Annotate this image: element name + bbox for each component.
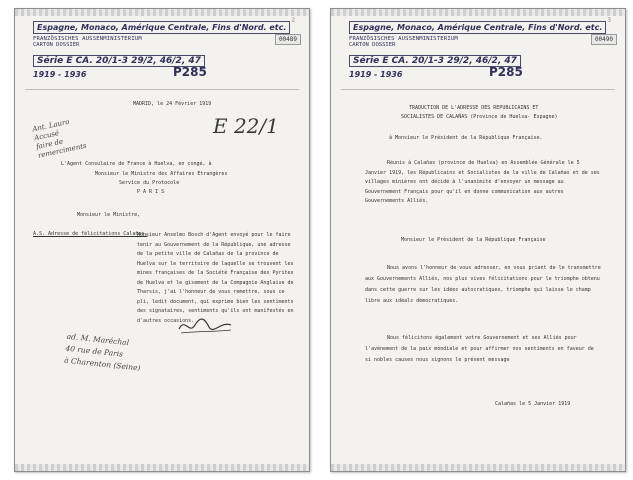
signature-graphic [175,315,235,337]
handwritten-reference-number: E 22/1 [213,114,279,138]
right-document-page [330,8,626,472]
translation-salutation: Monsieur le Président de la République Française [401,237,546,243]
translation-title-line-1: TRADUCTION DE L'ADRESSE DES REPUBLICAINS ET [409,105,539,111]
stamp-ministry: FRANZÖSISCHES AUSSENMINISTERIUM [349,36,458,42]
archive-stamp [349,15,603,85]
divider [25,89,299,90]
letter-salutation: Monsieur le Ministre, [77,212,141,218]
stamp-serie: Série E CA. 20/1-3 29/2, 46/2, 47 [33,55,205,67]
archive-stamp [33,15,287,85]
translation-paragraph-2: Nous avons l'honneur de vous adresser, en vous priant de le transmettre aux Gouvernements Alliés, nos plus vives félicitations pour le triomphe obtenu dans cette guerre sur les idées autocratiques, triomphe qui laisse le champ libre aux idéals démocratiques. [365,265,601,304]
letter-city: P A R I S [137,189,165,195]
folio-number: 00489 [275,34,301,45]
handwritten-address-note: ad. M. Maréchal 40 rue de Paris à Charenton (Seine) [63,331,141,373]
stamp-country: Espagne, Monaco, Amérique Centrale, Fins d'Nord. etc. [33,21,290,34]
translation-addressee: à Monsieur le Président de la République Française. [389,135,543,141]
stamp-ministry: FRANZÖSISCHES AUSSENMINISTERIUM [33,36,142,42]
stamp-carton: CARTON DOSSIER [33,42,80,48]
scan-edge-bottom [15,464,309,471]
stamp-years: 1919 - 1936 [349,70,403,79]
folio-number: 00490 [591,34,617,45]
letter-subject-label: A.S. Adresse de félicitations Calañas. [33,231,148,237]
stamp-serie: Série E CA. 20/1-3 29/2, 46/2, 47 [349,55,521,67]
translation-paragraph-1: Réunis à Calañas (province de Huelva) en Assemblée Générale le 5 Janvier 1919, les Républicains et Socialistes de la ville de Calañas et de ses villages minières ont décidé à l'unanimité d'envoyer un message au Gouvernement Français pour qu'il en donne communication aux autres Gouvernements Alliés. [365,160,600,204]
translation-closing-date: Calañas le 5 Janvier 1919 [495,401,571,407]
stamp-years: 1919 - 1936 [33,70,87,79]
stamp-p-number: P285 [489,65,523,79]
letter-sender: L'Agent Consulaire de France à Huelva, en congé, à [61,161,212,167]
translation-paragraph-3: Nous félicitons également votre Gouvernement et ses Alliés pour l'avènement de la paix mondiale et pour affirmer nos sentiments en faveur de si nobles causes nous signons le présent message [365,335,594,363]
letter-body: Monsieur Anselmo Bosch d'Agent envoyé pour le faire tenir au Gouvernement de la République, une adresse de la petite ville de Calañas de la province de Huelva sur le territoire de laquelle se trouvent les mines françaises de la Société Française des Pyrites de Huelva et le gisement de la Compagnie Anglaise de Tharsis, j'ai l'honneur de vous remettre, sous ce pli, ledit document, qui exprime bien les sentiments des signataires, sentiments qu'ils ont manifestés en d'autres occasions. [137,232,294,324]
translation-title-line-2: SOCIALISTES DE CALAÑAS (Province de Huelva- Espagne) [401,114,558,120]
letter-recipient: Monsieur le Ministre des Affaires Etrangères [95,171,228,177]
page-number: 3 [607,17,611,24]
stamp-carton: CARTON DOSSIER [349,42,396,48]
divider [341,89,615,90]
stamp-p-number: P285 [173,65,207,79]
margin-handwritten-note: Ant. Lauro Accusé faire de remerciments [31,117,88,161]
stamp-country: Espagne, Monaco, Amérique Centrale, Fins d'Nord. etc. [349,21,606,34]
left-document-page [14,8,310,472]
letter-date: MADRID, le 24 Février 1919 [133,101,212,107]
page-number: 2 [291,17,295,24]
letter-department: Service du Protocole [119,180,180,186]
scan-edge-bottom [331,464,625,471]
